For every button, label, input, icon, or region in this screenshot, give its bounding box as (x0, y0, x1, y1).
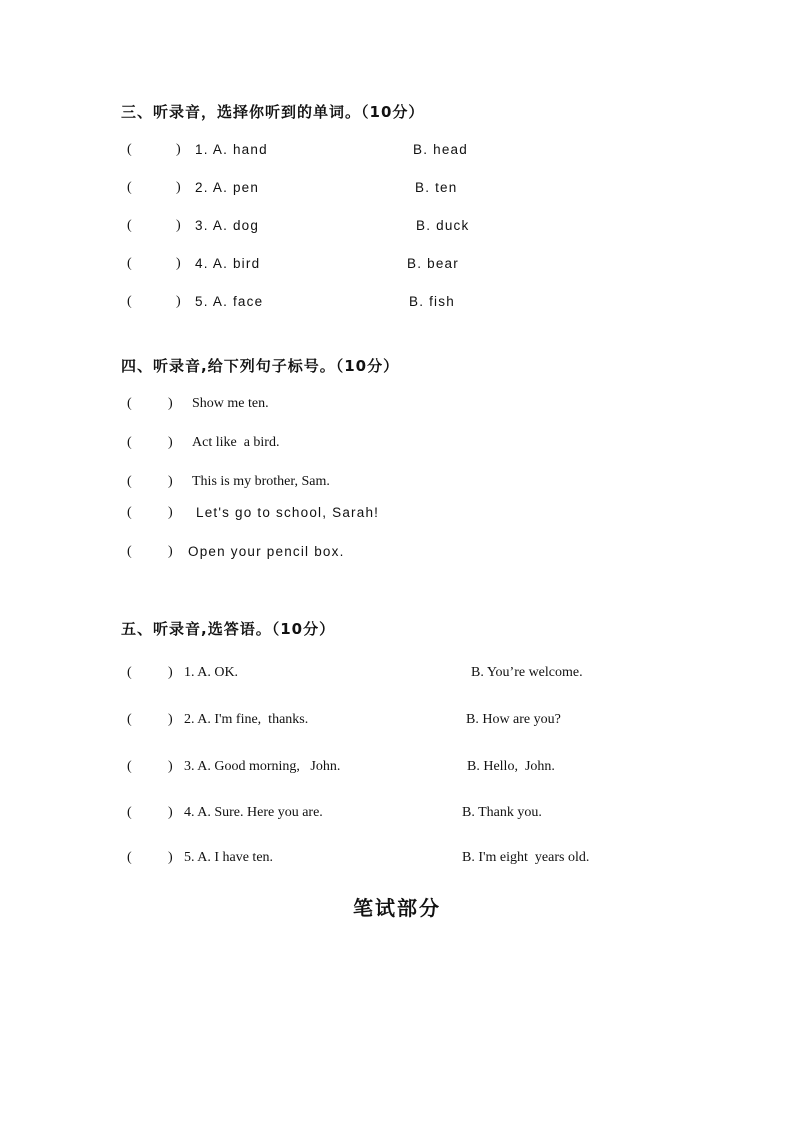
answer-blank-open: ( (127, 180, 132, 195)
section-5-question-3 (0, 759, 794, 781)
option-a: 5. A. I have ten. (184, 850, 274, 865)
answer-blank-open: ( (127, 474, 132, 489)
option-a: 3. A. Good morning, John. (184, 759, 341, 774)
answer-blank-close: ) (168, 850, 173, 865)
answer-blank-close: ) (168, 544, 173, 559)
answer-blank-close: ) (168, 759, 173, 774)
option-b: B. You’re welcome. (471, 665, 583, 680)
sentence-text: Open your pencil box. (188, 544, 345, 559)
section-3-question-5 (0, 294, 794, 316)
answer-blank-open: ( (127, 850, 132, 865)
answer-blank-open: ( (127, 435, 132, 450)
answer-blank-open: ( (127, 396, 132, 411)
answer-blank-close: ) (168, 505, 173, 520)
sentence-text: Show me ten. (192, 396, 269, 411)
answer-blank-open: ( (127, 256, 132, 271)
option-b: B. duck (416, 218, 470, 233)
option-b: B. fish (409, 294, 455, 309)
section-5-heading: 五、听录音,选答语。（10分） (121, 620, 336, 638)
answer-blank-open: ( (127, 712, 132, 727)
option-b: B. ten (415, 180, 458, 195)
option-a: 1. A. hand (195, 142, 268, 157)
section-4-heading: 四、听录音,给下列句子标号。（10分） (121, 357, 400, 375)
sentence-text: This is my brother, Sam. (192, 474, 330, 489)
option-b: B. I'm eight years old. (462, 850, 590, 865)
option-a: 4. A. bird (195, 256, 261, 271)
answer-blank-close: ) (168, 665, 173, 680)
answer-blank-open: ( (127, 665, 132, 680)
answer-blank-close: ) (168, 805, 173, 820)
answer-blank-open: ( (127, 218, 132, 233)
answer-blank-close: ) (168, 396, 173, 411)
answer-blank-close: ) (176, 142, 181, 157)
section-5-question-4 (0, 805, 794, 827)
section-4-sentence-1 (0, 396, 794, 418)
answer-blank-open: ( (127, 294, 132, 309)
section-3-question-4 (0, 256, 794, 278)
answer-blank-open: ( (127, 142, 132, 157)
option-b: B. How are you? (466, 712, 561, 727)
section-3-question-2 (0, 180, 794, 202)
answer-blank-open: ( (127, 805, 132, 820)
answer-blank-close: ) (176, 218, 181, 233)
section-3-question-1 (0, 142, 794, 164)
sentence-text: Act like a bird. (192, 435, 280, 450)
section-5-question-1 (0, 665, 794, 687)
option-b: B. head (413, 142, 468, 157)
section-3-heading: 三、听录音，选择你听到的单词。（10分） (121, 103, 425, 121)
section-3-question-3 (0, 218, 794, 240)
answer-blank-open: ( (127, 759, 132, 774)
answer-blank-open: ( (127, 505, 132, 520)
option-a: 3. A. dog (195, 218, 260, 233)
option-a: 2. A. I'm fine, thanks. (184, 712, 309, 727)
section-4-sentence-2 (0, 435, 794, 457)
option-a: 4. A. Sure. Here you are. (184, 805, 323, 820)
section-5-question-5 (0, 850, 794, 872)
section-4-sentence-4 (0, 505, 794, 527)
answer-blank-close: ) (176, 256, 181, 271)
answer-blank-close: ) (168, 712, 173, 727)
answer-blank-close: ) (168, 474, 173, 489)
section-4-sentence-5 (0, 544, 794, 566)
option-b: B. bear (407, 256, 459, 271)
answer-blank-close: ) (168, 435, 173, 450)
option-a: 1. A. OK. (184, 665, 239, 680)
option-b: B. Hello, John. (467, 759, 555, 774)
sentence-text: Let's go to school, Sarah! (196, 505, 380, 520)
section-5-question-2 (0, 712, 794, 734)
section-4-sentence-3 (0, 474, 794, 496)
option-a: 2. A. pen (195, 180, 260, 195)
answer-blank-open: ( (127, 544, 132, 559)
option-b: B. Thank you. (462, 805, 542, 820)
written-part-title: 笔试部分 (353, 896, 441, 920)
answer-blank-close: ) (176, 180, 181, 195)
option-a: 5. A. face (195, 294, 264, 309)
answer-blank-close: ) (176, 294, 181, 309)
